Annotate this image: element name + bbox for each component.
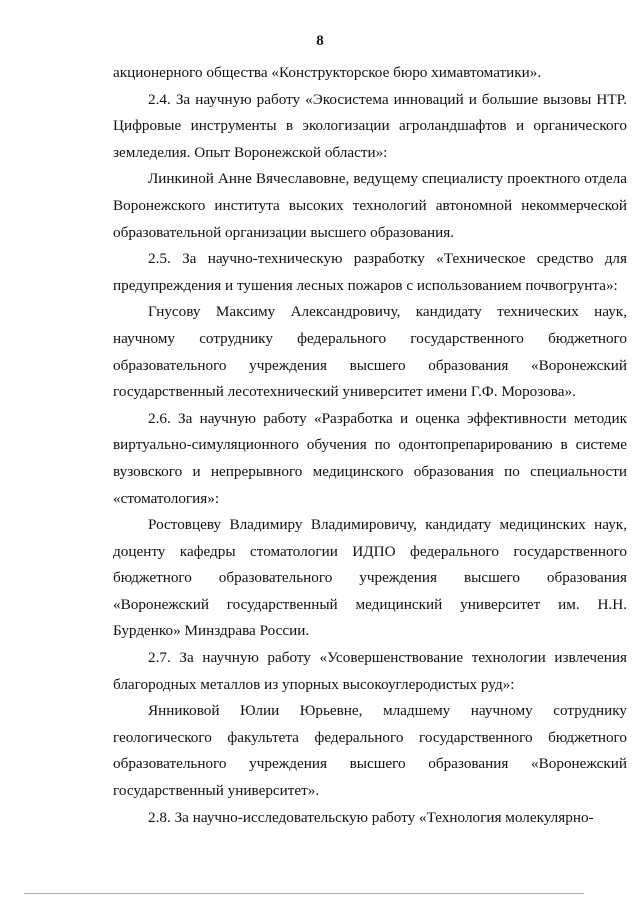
paragraph-continuation: акционерного общества «Конструкторское бюро химавтоматики». <box>113 64 542 81</box>
paragraph-2-7-recipient: Янниковой Юлии Юрьевне, младшему научному сотруднику геологического факультета федерального государственного бюджетного образовательного учреждения высшего образования «Воронежский государственный университет». <box>113 702 627 800</box>
paragraph-2-8-heading: 2.8. За научно-исследовательскую работу «Технология молекулярно- <box>148 808 594 826</box>
paragraph-2-6-recipient: Ростовцеву Владимиру Владимировичу, кандидату медицинских наук, доценту кафедры стоматологии ИДПО федерального государственного бюджетного образовательного учреждения высшего образования «Воронежский государственный медицинский университет им. Н.Н. Бурденко» Минздрава России. <box>113 516 627 640</box>
page-number: 8 <box>316 33 324 49</box>
scan-edge-line <box>24 893 584 894</box>
document-body <box>113 60 627 831</box>
paragraph-2-4-recipient: Линкиной Анне Вячеславовне, ведущему специалисту проектного отдела Воронежского института высоких технологий автономной некоммерческой образовательной организации высшего образования. <box>113 170 627 241</box>
paragraph-2-5-heading: 2.5. За научно-техническую разработку «Техническое средство для предупреждения и тушения лесных пожаров с использованием почвогрунта»: <box>113 250 627 294</box>
paragraph-2-7-heading: 2.7. За научную работу «Усовершенствование технологии извлечения благородных металлов из упорных высокоуглеродистых руд»: <box>113 649 627 693</box>
paragraph-2-6-heading: 2.6. За научную работу «Разработка и оценка эффективности методик виртуально-симуляционного обучения по одонтопрепарированию в системе вузовского и непрерывного медицинского образования по специальности «стоматология»: <box>113 409 627 507</box>
paragraph-2-5-recipient: Гнусову Максиму Александровичу, кандидату технических наук, научному сотруднику федерального государственного бюджетного образовательного учреждения высшего образования «Воронежский государственный лесотехнический университет имени Г.Ф. Морозова». <box>113 303 627 401</box>
paragraph-2-4-heading: 2.4. За научную работу «Экосистема инноваций и большие вызовы НТР. Цифровые инструменты в экологизации агроландшафтов и органического земледелия. Опыт Воронежской области»: <box>113 90 627 161</box>
